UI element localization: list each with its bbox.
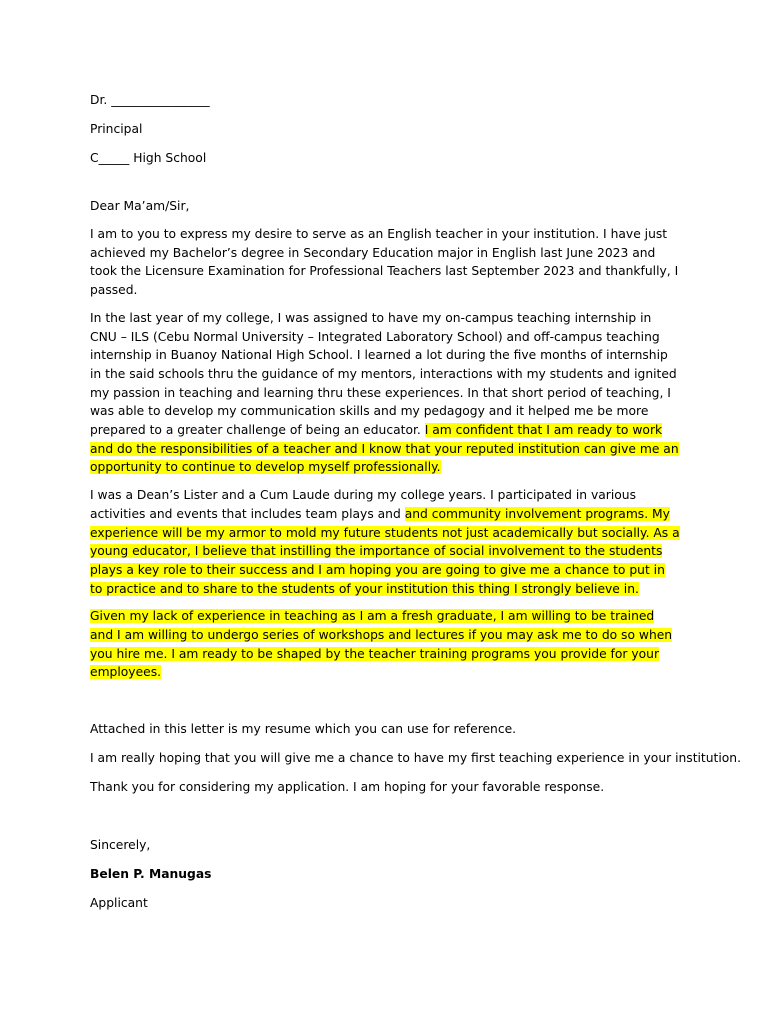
paragraph-achievements-highlight: and community involvement programs. My experience will be my armor to mold my future students not just academically but socially. As a young educator, I believe that instilling the importance of social involvement to the students plays a key role to their success and I am hoping you are going to give me a chance to put in to practice and to share to the students of your institution this thing I strongly believe in. [90, 506, 680, 596]
paragraph-willingness-highlight: Given my lack of experience in teaching as I am a fresh graduate, I am willing to be trained and I am willing to undergo series of workshops and lectures if you may ask me to do so when you hire me. I am ready to be shaped by the teacher training programs you provide for your employees. [90, 609, 673, 680]
paragraph-internship [90, 309, 680, 477]
paragraph-intro [90, 225, 680, 300]
signer-name: Belen P. Manugas [90, 867, 212, 882]
paragraph-intro-text: I am to you to express my desire to serve as an English teacher in your institution. I have just achieved my Bachelor’s degree in Secondary Education major in English last June 2023 and took the Licensure Examination for Professional Teachers last September 2023 and thankfully, I passed. [90, 227, 679, 298]
salutation: Dear Ma’am/Sir, [90, 199, 190, 213]
valediction: Sincerely, [90, 838, 151, 853]
paragraph-willingness [90, 607, 680, 682]
closing-thanks: Thank you for considering my application. I am hoping for your favorable response. [90, 780, 605, 795]
closing-hope: I am really hoping that you will give me a chance to have my first teaching experience in your institution. [90, 751, 742, 766]
recipient-position: Principal [90, 122, 143, 136]
paragraph-internship-highlight: I am confident that I am ready to work and do the responsibilities of a teacher and I know that your reputed institution can give me an opportunity to continue to develop myself professionally. [90, 423, 679, 475]
recipient-school: C_____ High School [90, 151, 207, 165]
closing-attachment: Attached in this letter is my resume which you can use for reference. [90, 722, 517, 737]
signer-title: Applicant [90, 896, 148, 911]
paragraph-internship-text: In the last year of my college, I was assigned to have my on-campus teaching internship in CNU – ILS (Cebu Normal University – Integrated Laboratory School) and off-campus teaching internship in Buanoy National High School. I learned a lot during the five months of internship in the said schools thru the guidance of my mentors, interactions with my students and ignited my passion in teaching and learning thru these experiences. In that short period of teaching, I was able to develop my communication skills and my pedagogy and it helped me be more prepared to a greater challenge of being an educator. [90, 310, 677, 438]
letter-page [90, 91, 742, 913]
recipient-line: Dr. ________________ [90, 93, 210, 107]
paragraph-achievements-text: I was a Dean’s Lister and a Cum Laude during my college years. I participated in various activities and events that includes team plays and [90, 488, 636, 521]
paragraph-achievements [90, 486, 680, 598]
